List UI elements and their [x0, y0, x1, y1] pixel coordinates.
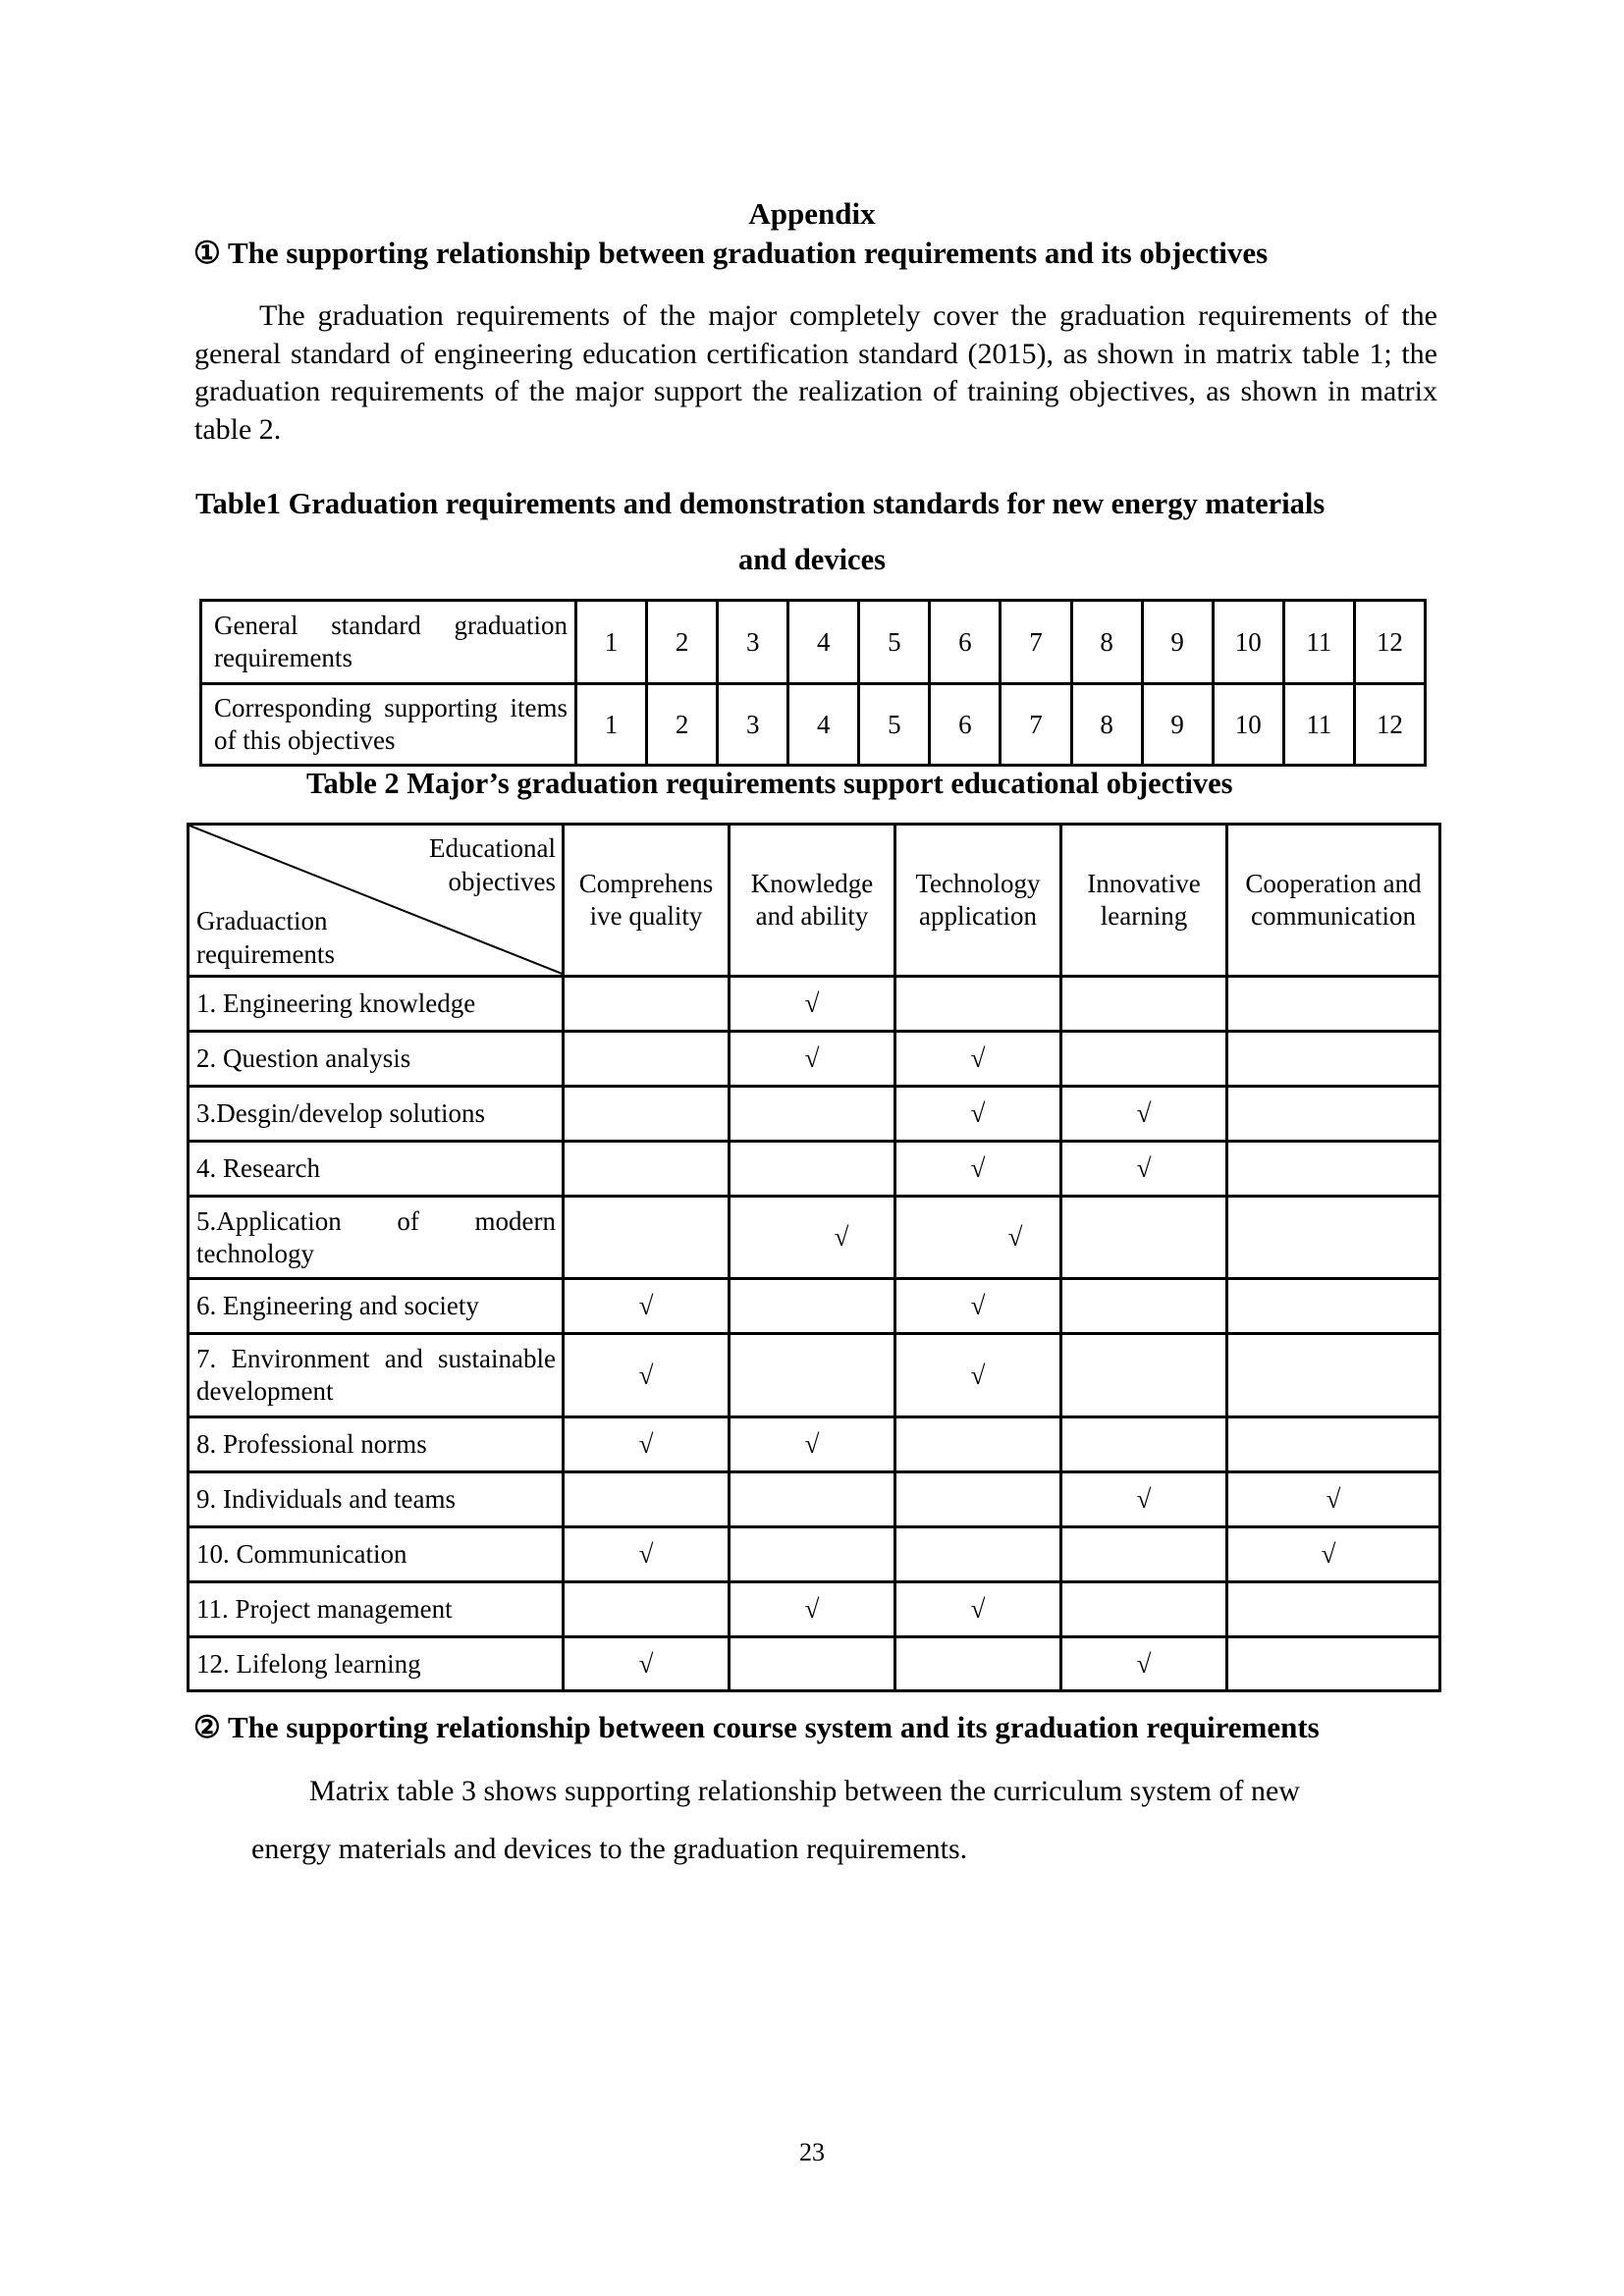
page-title: Appendix — [748, 196, 876, 231]
support-cell — [1227, 1142, 1440, 1197]
support-cell — [564, 1279, 730, 1334]
section-1-paragraph-text: The graduation requirements of the major completely cover the graduation requirements of the general standard of engineering education certification standard (2015), as shown in matrix table 1; the graduation requirements of the major support the realization of training objectives, as shown in matrix table 2. — [194, 299, 1437, 446]
table-2 — [187, 823, 1441, 1692]
check-mark-icon: √ — [804, 1043, 820, 1073]
section-1-heading: ① The supporting relationship between graduation requirements and its objectives — [193, 236, 1269, 270]
support-cell — [1227, 1527, 1440, 1582]
support-cell — [1061, 1527, 1227, 1582]
requirement-label: 7. Environment and sustainable development — [189, 1334, 564, 1417]
support-cell — [1061, 977, 1227, 1032]
support-cell — [730, 1032, 895, 1087]
support-cell — [895, 1334, 1061, 1417]
support-cell — [1061, 1417, 1227, 1472]
support-cell — [1061, 1582, 1227, 1637]
table-2-row — [189, 1032, 1440, 1087]
check-mark-icon: √ — [970, 1153, 986, 1183]
table-1-cell: 7 — [1001, 601, 1071, 684]
support-cell — [564, 1087, 730, 1142]
check-mark-icon: √ — [638, 1648, 654, 1679]
requirement-label: 3.Desgin/develop solutions — [189, 1087, 564, 1142]
section-2-paragraph-line-2: energy materials and devices to the graduation requirements. — [251, 1833, 968, 1865]
support-cell — [1061, 1197, 1227, 1279]
support-cell — [895, 1142, 1061, 1197]
table-1-row-label: Corresponding supporting items of this objectives — [201, 684, 576, 766]
table-1-row-label: General standard graduation requirements — [201, 601, 576, 684]
table-1-cell: 12 — [1354, 601, 1425, 684]
support-cell — [730, 1142, 895, 1197]
support-cell — [895, 1087, 1061, 1142]
table-1-row — [201, 601, 1426, 684]
check-mark-icon: √ — [970, 1043, 986, 1073]
corner-objectives-label — [429, 831, 556, 898]
requirement-label: 9. Individuals and teams — [189, 1472, 564, 1527]
table-2-row — [189, 1087, 1440, 1142]
check-mark-icon: √ — [1321, 1539, 1336, 1569]
table-2-row — [189, 977, 1440, 1032]
table-2-row — [189, 1197, 1440, 1279]
check-mark-icon: √ — [970, 1098, 986, 1128]
table-1-cell: 9 — [1142, 601, 1213, 684]
support-cell — [564, 1582, 730, 1637]
support-cell — [730, 1334, 895, 1417]
support-cell — [1061, 1637, 1227, 1691]
support-cell — [564, 1197, 730, 1279]
table-2-header-row — [189, 825, 1440, 977]
table-1-cell: 9 — [1142, 684, 1213, 766]
table-1-cell: 10 — [1213, 684, 1283, 766]
table-1-cell: 8 — [1071, 684, 1142, 766]
check-mark-icon: √ — [970, 1594, 986, 1624]
check-mark-icon: √ — [1136, 1153, 1152, 1183]
support-cell — [895, 1637, 1061, 1691]
check-mark-icon: √ — [1136, 1098, 1152, 1128]
requirement-label: 10. Communication — [189, 1527, 564, 1582]
table-1-cell: 2 — [647, 684, 718, 766]
section-2-heading: ② The supporting relationship between course system and its graduation requirements — [193, 1710, 1320, 1744]
support-cell — [564, 1334, 730, 1417]
support-cell — [895, 1032, 1061, 1087]
support-cell — [730, 1087, 895, 1142]
corner-requirements-label — [196, 904, 335, 971]
column-header-cooperation-and-communication: Cooperation and communication — [1227, 825, 1440, 977]
support-cell — [730, 1637, 895, 1691]
corner-requirements-line-1: Graduaction — [196, 906, 328, 935]
support-cell — [1227, 1582, 1440, 1637]
table-2-row — [189, 1582, 1440, 1637]
table-1-cell: 6 — [930, 601, 1001, 684]
requirement-label: 11. Project management — [189, 1582, 564, 1637]
support-cell — [895, 1582, 1061, 1637]
column-header-knowledge-and-ability: Knowledge and ability — [730, 825, 895, 977]
table-1-cell: 4 — [788, 601, 859, 684]
check-mark-icon: √ — [834, 1222, 849, 1252]
corner-objectives-line-2: objectives — [448, 867, 556, 896]
support-cell — [1227, 1472, 1440, 1527]
support-cell — [730, 977, 895, 1032]
support-cell — [895, 1472, 1061, 1527]
table-1-cell: 3 — [718, 601, 788, 684]
support-cell — [564, 1032, 730, 1087]
table-1-row — [201, 684, 1426, 766]
requirement-label: 6. Engineering and society — [189, 1279, 564, 1334]
support-cell — [1061, 1087, 1227, 1142]
support-cell — [1227, 1087, 1440, 1142]
table-2-row — [189, 1637, 1440, 1691]
table-2-row — [189, 1527, 1440, 1582]
support-cell — [1227, 1334, 1440, 1417]
table-2-row — [189, 1334, 1440, 1417]
table-2-row — [189, 1142, 1440, 1197]
table-1-cell: 12 — [1354, 684, 1425, 766]
requirement-label: 2. Question analysis — [189, 1032, 564, 1087]
support-cell — [730, 1197, 895, 1279]
column-header-technology-application: Technology application — [895, 825, 1061, 977]
support-cell — [1061, 1334, 1227, 1417]
check-mark-icon: √ — [804, 1594, 820, 1624]
support-cell — [1227, 1417, 1440, 1472]
support-cell — [564, 1417, 730, 1472]
table-2-row — [189, 1417, 1440, 1472]
requirement-label: 1. Engineering knowledge — [189, 977, 564, 1032]
check-mark-icon: √ — [638, 1539, 654, 1569]
support-cell — [564, 1637, 730, 1691]
table-1-cell: 7 — [1001, 684, 1071, 766]
support-cell — [1227, 1197, 1440, 1279]
support-cell — [730, 1582, 895, 1637]
section-1-paragraph — [194, 297, 1437, 449]
support-cell — [895, 1417, 1061, 1472]
check-mark-icon: √ — [1136, 1648, 1152, 1679]
support-cell — [564, 1142, 730, 1197]
page-number: 23 — [799, 2138, 825, 2166]
table-2-row — [189, 1472, 1440, 1527]
table-1-cell: 10 — [1213, 601, 1283, 684]
support-cell — [895, 977, 1061, 1032]
support-cell — [895, 1527, 1061, 1582]
section-2-paragraph-line-1: Matrix table 3 shows supporting relationship between the curriculum system of new — [309, 1775, 1300, 1807]
table-1-cell: 2 — [647, 601, 718, 684]
support-cell — [730, 1527, 895, 1582]
support-cell — [564, 1527, 730, 1582]
check-mark-icon: √ — [804, 988, 820, 1018]
check-mark-icon: √ — [970, 1291, 986, 1320]
column-header-innovative-learning: Innovative learning — [1061, 825, 1227, 977]
table-1-cell: 5 — [859, 601, 930, 684]
requirement-label: 4. Research — [189, 1142, 564, 1197]
support-cell — [1227, 1032, 1440, 1087]
support-cell — [1227, 1279, 1440, 1334]
support-cell — [1227, 1637, 1440, 1691]
support-cell — [1061, 1279, 1227, 1334]
check-mark-icon: √ — [1326, 1484, 1341, 1514]
check-mark-icon: √ — [638, 1360, 654, 1390]
diagonal-header-cell — [189, 825, 564, 977]
support-cell — [1061, 1142, 1227, 1197]
table-2-caption: Table 2 Major’s graduation requirements support educational objectives — [306, 767, 1233, 800]
check-mark-icon: √ — [1136, 1484, 1152, 1514]
check-mark-icon: √ — [970, 1360, 986, 1390]
support-cell — [730, 1279, 895, 1334]
support-cell — [564, 1472, 730, 1527]
support-cell — [895, 1197, 1061, 1279]
check-mark-icon: √ — [638, 1429, 654, 1459]
corner-requirements-line-2: requirements — [196, 939, 335, 969]
table-1-cell: 8 — [1071, 601, 1142, 684]
check-mark-icon: √ — [638, 1291, 654, 1320]
table-1-cell: 1 — [576, 684, 647, 766]
check-mark-icon: √ — [804, 1429, 820, 1459]
support-cell — [895, 1279, 1061, 1334]
requirement-label: 5.Application of modern technology — [189, 1197, 564, 1279]
table-1-cell: 11 — [1283, 684, 1354, 766]
support-cell — [730, 1472, 895, 1527]
column-header-comprehensive-quality: Comprehens ive quality — [564, 825, 730, 977]
table-2-row — [189, 1279, 1440, 1334]
table-1-cell: 3 — [718, 684, 788, 766]
check-mark-icon: √ — [1007, 1222, 1023, 1252]
table-1-caption-line-2: and devices — [738, 543, 886, 576]
support-cell — [1061, 1472, 1227, 1527]
table-1-cell: 5 — [859, 684, 930, 766]
support-cell — [730, 1417, 895, 1472]
support-cell — [1227, 977, 1440, 1032]
table-1-cell: 11 — [1283, 601, 1354, 684]
support-cell — [564, 977, 730, 1032]
table-1 — [199, 599, 1427, 767]
requirement-label: 8. Professional norms — [189, 1417, 564, 1472]
support-cell — [1061, 1032, 1227, 1087]
table-1-cell: 1 — [576, 601, 647, 684]
requirement-label: 12. Lifelong learning — [189, 1637, 564, 1691]
table-1-caption-line-1: Table1 Graduation requirements and demonstration standards for new energy materials — [195, 487, 1326, 520]
table-1-cell: 4 — [788, 684, 859, 766]
table-1-cell: 6 — [930, 684, 1001, 766]
corner-objectives-line-1: Educational — [429, 833, 556, 863]
